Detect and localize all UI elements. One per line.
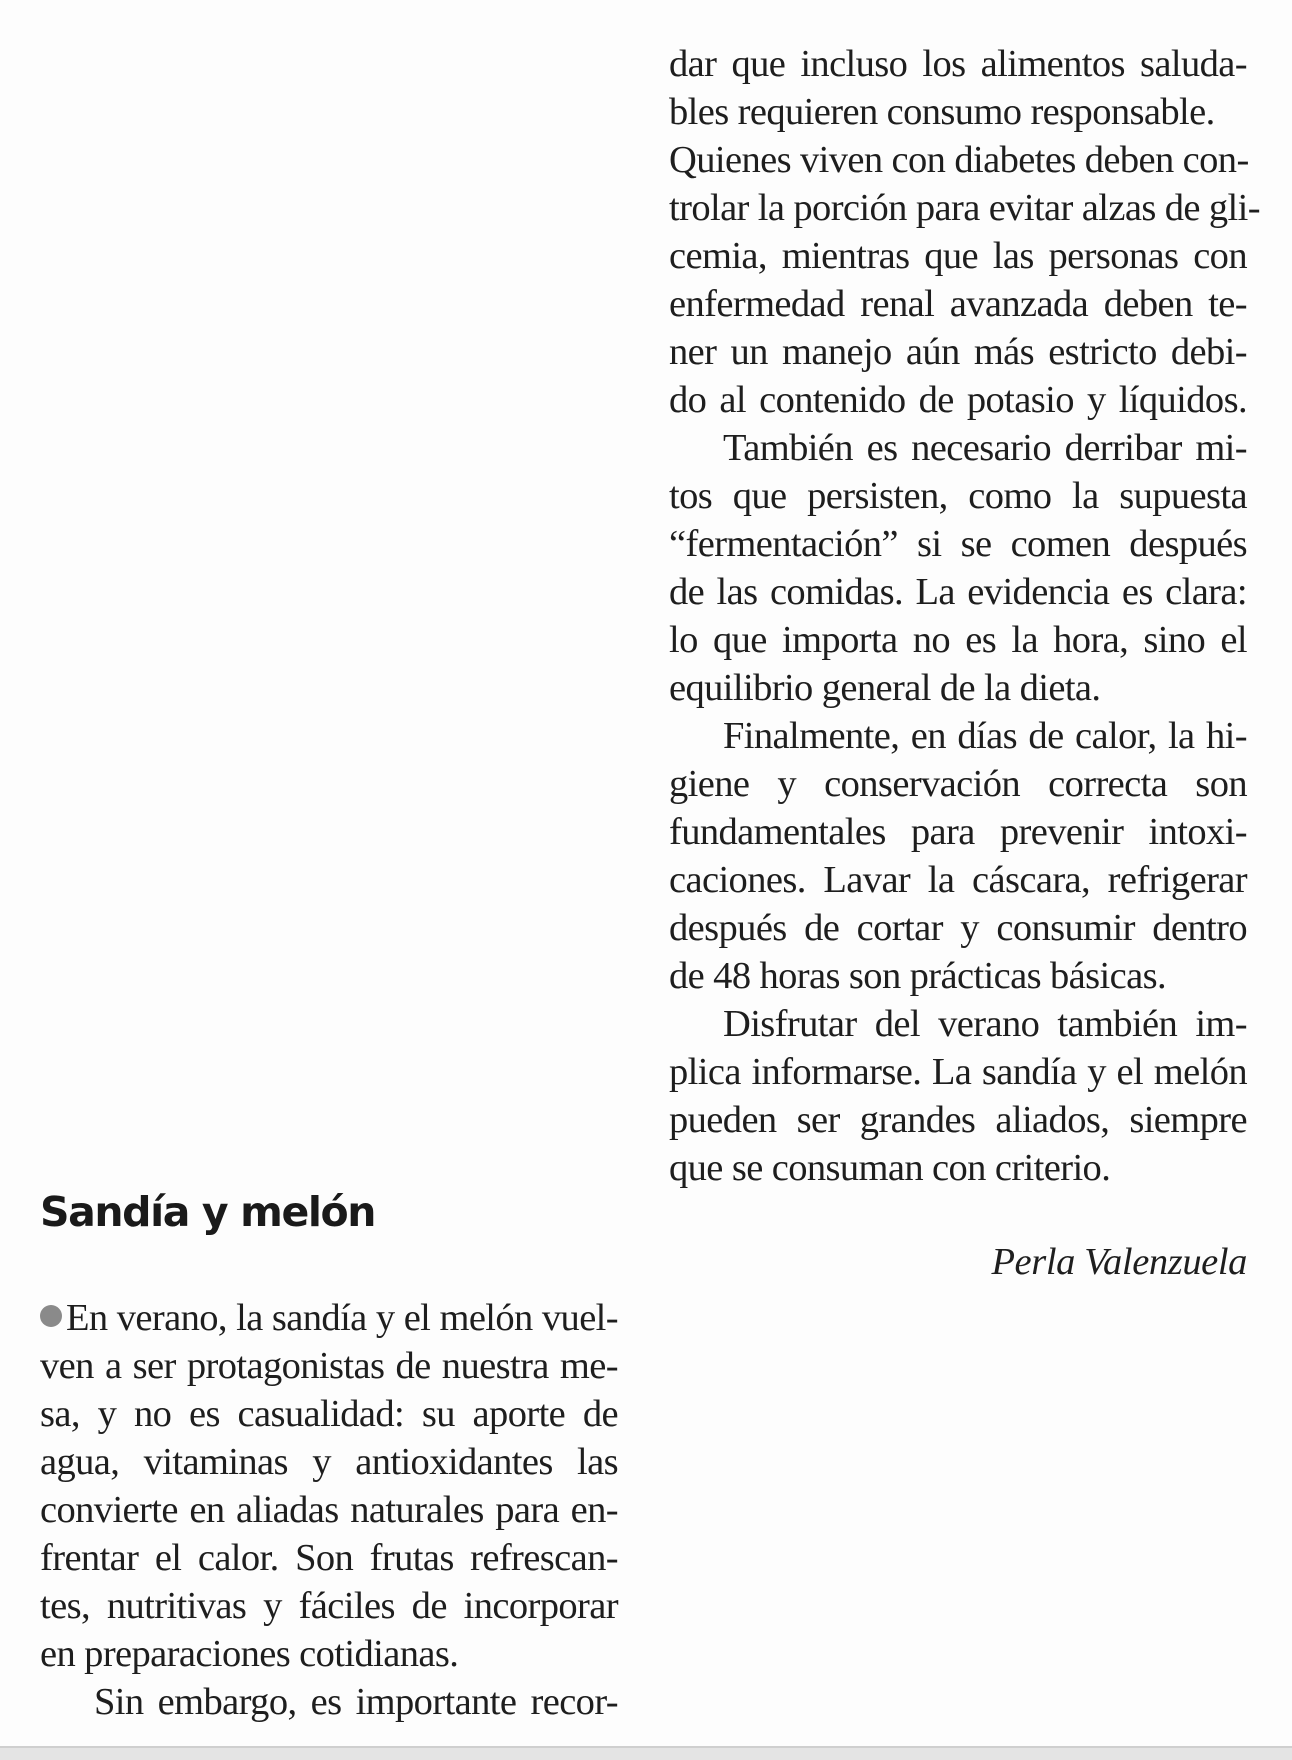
text-line: do al contenido de potasio y líquidos.	[669, 379, 1247, 421]
text-line: Sin embargo, es importante recor-	[94, 1681, 618, 1723]
text-line: Disfrutar del verano también im-	[723, 1003, 1247, 1045]
text-line: enfermedad renal avanzada deben te-	[669, 283, 1247, 325]
article-author: Perla Valenzuela	[991, 1241, 1247, 1283]
bullet-icon	[40, 1305, 62, 1327]
text-line: ner un manejo aún más estricto debi-	[669, 331, 1247, 373]
text-line: Finalmente, en días de calor, la hi-	[723, 715, 1247, 757]
text-line: ven a ser protagonistas de nuestra me-	[40, 1345, 618, 1387]
text-line: “fermentación” si se comen después	[669, 523, 1247, 565]
text-line: pueden ser grandes aliados, siempre	[669, 1099, 1247, 1141]
text-line: giene y conservación correcta son	[669, 763, 1247, 805]
text-line-content: En verano, la sandía y el melón vuel-	[66, 1297, 618, 1339]
text-line: frentar el calor. Son frutas refrescan-	[40, 1537, 618, 1579]
text-line-first	[40, 1294, 618, 1342]
page-bottom-edge	[0, 1746, 1292, 1760]
text-line: que se consuman con criterio.	[669, 1147, 1111, 1189]
text-line: tes, nutritivas y fáciles de incorporar	[40, 1585, 618, 1627]
text-line: agua, vitaminas y antioxidantes las	[40, 1441, 618, 1483]
text-line: trolar la porción para evitar alzas de gli-	[669, 187, 1260, 229]
text-line: lo que importa no es la hora, sino el	[669, 619, 1247, 661]
text-line: de las comidas. La evidencia es clara:	[669, 571, 1247, 613]
text-line: de 48 horas son prácticas básicas.	[669, 955, 1167, 997]
text-line: equilibrio general de la dieta.	[669, 667, 1101, 709]
text-line: cemia, mientras que las personas con	[669, 235, 1247, 277]
text-line: plica informarse. La sandía y el melón	[669, 1051, 1247, 1093]
text-line: en preparaciones cotidianas.	[40, 1633, 459, 1675]
text-line: caciones. Lavar la cáscara, refrigerar	[669, 859, 1247, 901]
text-line: fundamentales para prevenir intoxi-	[669, 811, 1247, 853]
text-line: También es necesario derribar mi-	[723, 427, 1247, 469]
text-line: sa, y no es casualidad: su aporte de	[40, 1393, 618, 1435]
text-line: convierte en aliadas naturales para en-	[40, 1489, 618, 1531]
text-line: Quienes viven con diabetes deben con-	[669, 139, 1249, 181]
article-heading: Sandía y melón	[40, 1188, 376, 1236]
text-line: dar que incluso los alimentos saluda-	[669, 43, 1247, 85]
text-line: después de cortar y consumir dentro	[669, 907, 1247, 949]
text-line: tos que persisten, como la supuesta	[669, 475, 1247, 517]
text-line: bles requieren consumo responsable.	[669, 91, 1215, 133]
